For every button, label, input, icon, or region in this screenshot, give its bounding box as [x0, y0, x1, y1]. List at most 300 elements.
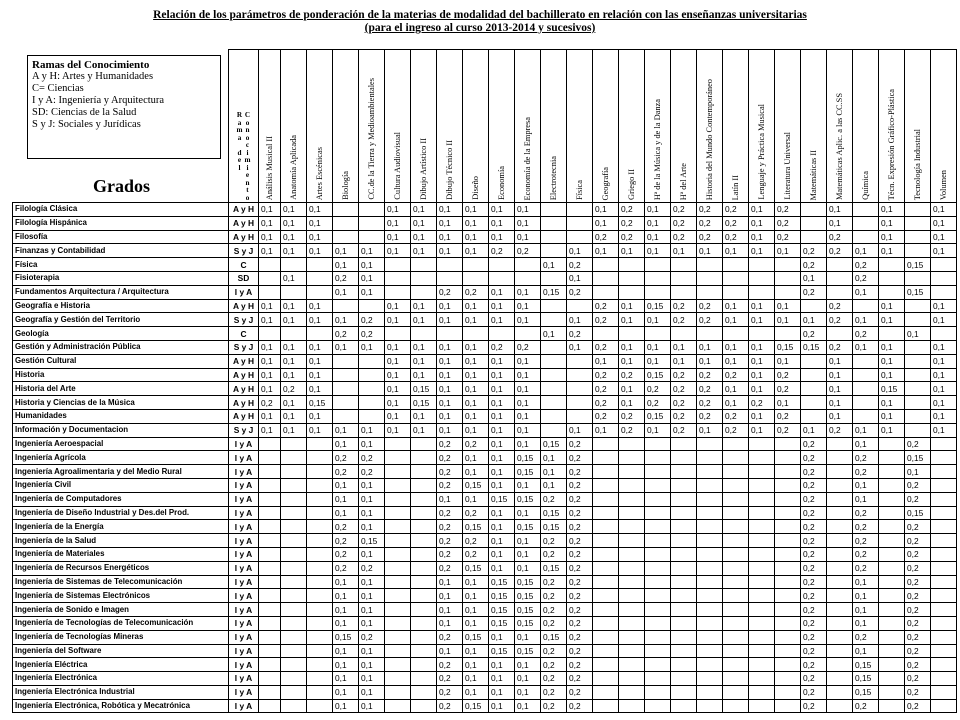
weight-cell — [541, 340, 567, 354]
weight-cell — [827, 451, 853, 465]
weight-cell: 0,1 — [515, 685, 541, 699]
weight-cell — [931, 658, 957, 672]
weight-cell — [723, 603, 749, 617]
weight-cell: 0,2 — [333, 534, 359, 548]
weight-cell: 0,1 — [281, 230, 307, 244]
grado-name: Historia del Arte — [13, 382, 229, 396]
weight-cell: 0,1 — [489, 630, 515, 644]
weight-cell — [931, 465, 957, 479]
weight-cell — [879, 271, 905, 285]
weight-cell — [567, 230, 593, 244]
weight-cell: 0,2 — [801, 644, 827, 658]
weight-cell: 0,1 — [333, 658, 359, 672]
weight-cell: 0,1 — [645, 230, 671, 244]
weight-cell — [593, 561, 619, 575]
weight-cell — [619, 644, 645, 658]
weight-cell: 0,2 — [541, 603, 567, 617]
weight-cell: 0,1 — [671, 354, 697, 368]
weight-cell — [307, 575, 333, 589]
weight-cell — [385, 258, 411, 272]
weight-cell: 0,15 — [541, 437, 567, 451]
subject-header-label: Física — [574, 179, 584, 200]
weight-cell — [931, 699, 957, 713]
weight-cell: 0,1 — [359, 658, 385, 672]
weight-cell — [749, 506, 775, 520]
weight-cell — [307, 630, 333, 644]
weight-cell: 0,1 — [259, 313, 281, 327]
weight-cell: 0,2 — [333, 271, 359, 285]
weight-cell: 0,1 — [593, 216, 619, 230]
weight-cell: 0,1 — [385, 299, 411, 313]
grado-name: Geografía e Historia — [13, 299, 229, 313]
weight-cell: 0,2 — [697, 299, 723, 313]
weight-cell: 0,15 — [541, 630, 567, 644]
weight-cell — [879, 506, 905, 520]
weight-cell — [593, 699, 619, 713]
weight-cell: 0,1 — [489, 382, 515, 396]
weight-cell — [619, 672, 645, 686]
subject-header-label: Geografía — [600, 166, 610, 200]
weight-cell: 0,1 — [259, 409, 281, 423]
weight-cell: 0,15 — [541, 506, 567, 520]
weight-cell — [879, 658, 905, 672]
weight-cell — [801, 382, 827, 396]
weight-cell: 0,2 — [853, 547, 879, 561]
weight-cell — [645, 492, 671, 506]
weight-cell — [905, 216, 931, 230]
weight-cell — [281, 492, 307, 506]
weight-cell — [619, 575, 645, 589]
table-row — [13, 354, 957, 368]
weight-cell: 0,2 — [905, 437, 931, 451]
weight-cell — [775, 506, 801, 520]
rama-code: S y J — [229, 244, 259, 258]
weight-cell — [801, 299, 827, 313]
weight-cell — [385, 658, 411, 672]
weight-cell: 0,2 — [541, 699, 567, 713]
weight-cell — [749, 285, 775, 299]
weight-cell — [879, 478, 905, 492]
weight-cell: 0,1 — [619, 244, 645, 258]
weight-cell — [671, 630, 697, 644]
weight-cell — [619, 685, 645, 699]
weight-cell: 0,2 — [567, 547, 593, 561]
weight-cell: 0,1 — [931, 203, 957, 217]
weight-cell — [931, 492, 957, 506]
weight-cell — [593, 644, 619, 658]
weight-cell: 0,2 — [905, 699, 931, 713]
weight-cell: 0,2 — [489, 244, 515, 258]
weight-cell — [723, 285, 749, 299]
weight-cell: 0,1 — [463, 672, 489, 686]
weight-cell: 0,2 — [801, 244, 827, 258]
weight-cell — [515, 327, 541, 341]
weight-cell — [749, 616, 775, 630]
weight-cell — [931, 616, 957, 630]
weight-cell: 0,2 — [437, 451, 463, 465]
weight-cell: 0,1 — [931, 354, 957, 368]
weight-cell: 0,2 — [905, 685, 931, 699]
weight-cell: 0,1 — [281, 354, 307, 368]
weight-cell — [775, 271, 801, 285]
weight-cell — [827, 271, 853, 285]
weight-cell — [281, 451, 307, 465]
weight-cell — [281, 437, 307, 451]
subject-header-label: Latín II — [730, 174, 740, 200]
weight-cell — [905, 382, 931, 396]
weight-cell: 0,1 — [853, 423, 879, 437]
grado-name: Filología Clásica — [13, 203, 229, 217]
table-row — [13, 616, 957, 630]
legend-item: I y A: Ingeniería y Arquitectura — [32, 95, 165, 106]
weight-cell: 0,2 — [697, 313, 723, 327]
weight-cell: 0,1 — [385, 409, 411, 423]
rama-code: A y H — [229, 409, 259, 423]
weight-cell: 0,1 — [307, 313, 333, 327]
weight-cell — [619, 285, 645, 299]
weight-cell: 0,1 — [879, 396, 905, 410]
weight-cell: 0,2 — [853, 699, 879, 713]
weight-cell: 0,2 — [671, 409, 697, 423]
weight-cell: 0,1 — [489, 547, 515, 561]
weight-cell — [567, 368, 593, 382]
weight-cell — [931, 561, 957, 575]
weight-cell: 0,1 — [489, 672, 515, 686]
weight-cell — [333, 368, 359, 382]
grados-label: Grados — [93, 176, 151, 196]
weight-cell — [385, 547, 411, 561]
weight-cell — [259, 616, 281, 630]
subject-header-label: Literatura Universal — [782, 132, 792, 200]
weight-cell: 0,1 — [385, 396, 411, 410]
weight-cell — [931, 271, 957, 285]
weight-cell — [853, 230, 879, 244]
weight-cell: 0,1 — [879, 368, 905, 382]
weight-cell: 0,2 — [827, 423, 853, 437]
weight-cell: 0,2 — [801, 451, 827, 465]
table-row — [13, 672, 957, 686]
weight-cell — [775, 589, 801, 603]
weight-cell: 0,1 — [411, 368, 437, 382]
weight-cell: 0,1 — [463, 451, 489, 465]
weight-cell: 0,1 — [619, 396, 645, 410]
weight-cell — [749, 561, 775, 575]
weight-cell — [723, 492, 749, 506]
weight-cell — [411, 561, 437, 575]
weight-cell: 0,1 — [463, 340, 489, 354]
subject-header-label: Historia del Mundo Contemporáneo — [704, 78, 714, 200]
weight-cell — [697, 699, 723, 713]
weight-cell — [593, 672, 619, 686]
weight-cell: 0,2 — [723, 423, 749, 437]
weight-cell — [775, 685, 801, 699]
weight-cell: 0,1 — [879, 203, 905, 217]
weight-cell — [593, 465, 619, 479]
grado-name: Ingeniería de Diseño Industrial y Des.del Prod. — [13, 506, 229, 520]
weight-cell — [853, 382, 879, 396]
weight-cell — [593, 630, 619, 644]
weight-cell: 0,1 — [259, 368, 281, 382]
weight-cell — [593, 589, 619, 603]
weight-cell: 0,1 — [359, 616, 385, 630]
weight-cell — [645, 658, 671, 672]
weight-cell: 0,2 — [905, 561, 931, 575]
weight-cell: 0,2 — [827, 313, 853, 327]
weight-cell: 0,1 — [359, 547, 385, 561]
weight-cell — [619, 492, 645, 506]
weight-cell — [775, 699, 801, 713]
weight-cell: 0,1 — [515, 230, 541, 244]
weight-cell: 0,2 — [359, 327, 385, 341]
weight-cell — [671, 520, 697, 534]
weight-cell — [619, 699, 645, 713]
table-row — [13, 644, 957, 658]
weight-cell: 0,2 — [723, 203, 749, 217]
weight-cell: 0,2 — [541, 589, 567, 603]
weight-cell — [697, 589, 723, 603]
weight-cell — [281, 699, 307, 713]
weight-cell: 0,1 — [463, 382, 489, 396]
weight-cell: 0,1 — [827, 409, 853, 423]
weight-cell: 0,2 — [905, 603, 931, 617]
weight-cell — [541, 396, 567, 410]
weight-cell: 0,1 — [333, 244, 359, 258]
weight-cell: 0,2 — [567, 506, 593, 520]
weight-cell — [541, 299, 567, 313]
weight-cell: 0,1 — [515, 354, 541, 368]
weight-cell — [281, 603, 307, 617]
weight-cell: 0,1 — [567, 244, 593, 258]
weight-cell — [671, 465, 697, 479]
weight-cell: 0,1 — [931, 313, 957, 327]
weight-cell — [281, 465, 307, 479]
weight-cell: 0,2 — [853, 630, 879, 644]
weight-cell: 0,1 — [775, 354, 801, 368]
weight-cell: 0,1 — [385, 423, 411, 437]
weight-cell — [827, 534, 853, 548]
weight-cell: 0,15 — [463, 520, 489, 534]
weight-cell — [749, 685, 775, 699]
weight-cell — [801, 368, 827, 382]
grado-name: Información y Documentacion — [13, 423, 229, 437]
weight-cell — [385, 672, 411, 686]
weight-cell: 0,2 — [359, 561, 385, 575]
weight-cell: 0,2 — [775, 230, 801, 244]
weight-cell: 0,1 — [307, 423, 333, 437]
grado-name: Física — [13, 258, 229, 272]
subject-header — [567, 50, 593, 203]
grado-name: Ingeniería de Tecnologías de Telecomunicación — [13, 616, 229, 630]
weight-cell — [671, 589, 697, 603]
weight-cell: 0,1 — [411, 313, 437, 327]
weight-cell — [697, 478, 723, 492]
table-row — [13, 506, 957, 520]
weight-cell: 0,1 — [489, 423, 515, 437]
weight-cell — [411, 327, 437, 341]
weight-cell — [671, 506, 697, 520]
table-row — [13, 451, 957, 465]
weight-cell — [385, 506, 411, 520]
rama-code: I y A — [229, 437, 259, 451]
weight-cell: 0,1 — [515, 699, 541, 713]
weight-cell: 0,1 — [463, 313, 489, 327]
weight-cell: 0,1 — [515, 534, 541, 548]
weight-cell — [697, 644, 723, 658]
weight-cell — [541, 368, 567, 382]
weight-cell — [567, 396, 593, 410]
weight-cell — [259, 437, 281, 451]
weight-cell: 0,1 — [333, 575, 359, 589]
weight-cell — [671, 285, 697, 299]
weight-cell — [645, 547, 671, 561]
weight-cell — [359, 203, 385, 217]
weight-cell — [749, 451, 775, 465]
weight-cell: 0,2 — [671, 313, 697, 327]
weight-cell: 0,1 — [515, 216, 541, 230]
weight-cell: 0,15 — [515, 589, 541, 603]
weight-cell — [931, 520, 957, 534]
weight-cell — [307, 589, 333, 603]
table-row — [13, 409, 957, 423]
weight-cell: 0,1 — [853, 575, 879, 589]
weight-cell: 0,2 — [567, 616, 593, 630]
subject-header — [905, 50, 931, 203]
weight-cell: 0,2 — [853, 451, 879, 465]
weight-cell — [281, 478, 307, 492]
table-row — [13, 520, 957, 534]
weight-cell — [359, 216, 385, 230]
weight-cell — [385, 437, 411, 451]
table-row — [13, 465, 957, 479]
weight-cell — [853, 354, 879, 368]
weight-cell: 0,1 — [619, 354, 645, 368]
weight-cell — [281, 534, 307, 548]
weight-cell: 0,1 — [463, 575, 489, 589]
weight-cell: 0,15 — [307, 396, 333, 410]
weight-cell — [931, 506, 957, 520]
grado-name: Ingeniería Aeroespacial — [13, 437, 229, 451]
weight-cell — [307, 465, 333, 479]
weight-cell: 0,1 — [307, 340, 333, 354]
weight-cell — [905, 313, 931, 327]
weight-cell — [671, 685, 697, 699]
weight-cell: 0,1 — [307, 203, 333, 217]
weight-cell: 0,15 — [853, 672, 879, 686]
weight-cell: 0,2 — [541, 644, 567, 658]
weight-cell: 0,2 — [697, 396, 723, 410]
weight-cell — [259, 699, 281, 713]
weight-cell — [619, 589, 645, 603]
weight-cell — [827, 589, 853, 603]
weight-cell: 0,2 — [905, 492, 931, 506]
weight-cell: 0,15 — [515, 644, 541, 658]
weight-cell: 0,1 — [515, 368, 541, 382]
weight-cell: 0,1 — [749, 216, 775, 230]
weight-cell: 0,2 — [801, 685, 827, 699]
weight-cell — [385, 699, 411, 713]
weight-cell — [259, 658, 281, 672]
weight-cell: 0,1 — [489, 534, 515, 548]
weight-cell — [671, 271, 697, 285]
weight-cell: 0,1 — [853, 616, 879, 630]
weight-cell: 0,2 — [567, 492, 593, 506]
weight-cell: 0,2 — [593, 230, 619, 244]
weight-cell — [697, 547, 723, 561]
weight-cell: 0,2 — [333, 465, 359, 479]
weight-cell — [411, 451, 437, 465]
weight-cell: 0,1 — [489, 699, 515, 713]
weight-cell: 0,1 — [307, 216, 333, 230]
weight-cell — [697, 327, 723, 341]
rama-code: I y A — [229, 685, 259, 699]
weight-cell — [411, 644, 437, 658]
weight-cell — [775, 672, 801, 686]
weight-cell — [307, 685, 333, 699]
weight-cell — [541, 244, 567, 258]
weight-cell — [879, 644, 905, 658]
weight-cell — [619, 506, 645, 520]
weight-cell — [359, 354, 385, 368]
weight-cell: 0,1 — [463, 616, 489, 630]
weight-cell: 0,1 — [359, 437, 385, 451]
weight-cell: 0,1 — [359, 271, 385, 285]
weight-cell — [411, 506, 437, 520]
weight-cell — [931, 534, 957, 548]
weight-cell — [567, 409, 593, 423]
weight-cell: 0,2 — [593, 299, 619, 313]
weight-cell: 0,1 — [515, 437, 541, 451]
weight-cell — [827, 520, 853, 534]
weight-cell — [827, 492, 853, 506]
weight-cell: 0,1 — [905, 465, 931, 479]
weight-cell: 0,1 — [463, 423, 489, 437]
weight-cell — [931, 547, 957, 561]
weight-cell — [307, 616, 333, 630]
weight-cell — [411, 685, 437, 699]
weight-cell — [411, 630, 437, 644]
weight-cell — [515, 258, 541, 272]
weight-cell — [671, 561, 697, 575]
weight-cell: 0,1 — [333, 506, 359, 520]
title-line-2: (para el ingreso al curso 2013-2014 y sucesivos) — [364, 22, 596, 34]
weight-cell — [541, 216, 567, 230]
weight-cell: 0,2 — [541, 658, 567, 672]
weight-cell: 0,1 — [489, 216, 515, 230]
weight-cell: 0,1 — [567, 423, 593, 437]
subject-header-label: Análisis Musical II — [264, 135, 274, 200]
weight-cell: 0,1 — [489, 313, 515, 327]
weight-cell: 0,1 — [437, 575, 463, 589]
weight-cell: 0,2 — [827, 299, 853, 313]
weight-cell — [749, 520, 775, 534]
grado-name: Ingeniería de Sonido e Imagen — [13, 603, 229, 617]
weight-cell: 0,1 — [489, 465, 515, 479]
weight-cell: 0,2 — [567, 685, 593, 699]
weight-cell — [931, 589, 957, 603]
weight-cell — [307, 271, 333, 285]
weight-cell — [775, 258, 801, 272]
weight-cell: 0,2 — [853, 506, 879, 520]
weight-cell: 0,1 — [463, 603, 489, 617]
grado-name: Ingeniería Electrónica — [13, 672, 229, 686]
weight-cell: 0,15 — [905, 258, 931, 272]
weight-cell: 0,2 — [619, 368, 645, 382]
weight-cell: 0,2 — [489, 340, 515, 354]
weight-cell: 0,1 — [463, 216, 489, 230]
weight-cell — [775, 478, 801, 492]
weight-cell — [697, 685, 723, 699]
weight-cell: 0,2 — [775, 368, 801, 382]
